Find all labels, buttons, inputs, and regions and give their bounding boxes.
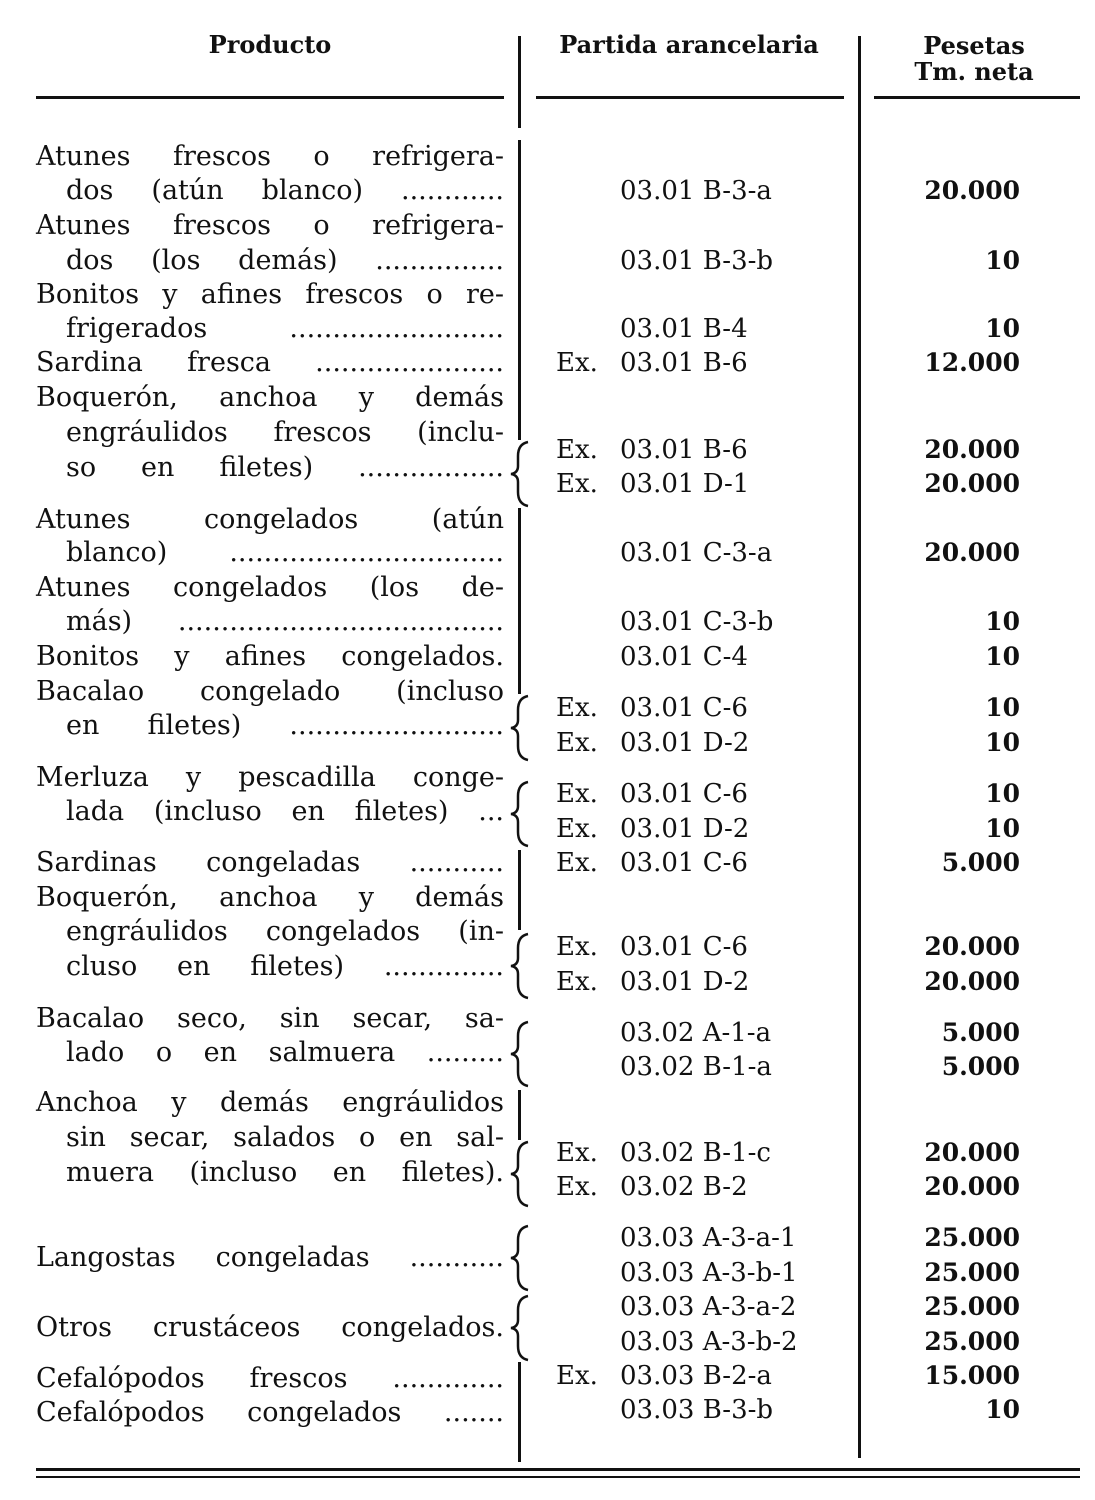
- header-partida-arancelaria: Partida arancelaria: [559, 30, 819, 59]
- tariff-code: 03.01 B-4: [620, 314, 748, 344]
- product-line: Otros crustáceos congelados.: [36, 1312, 504, 1343]
- product-line: en filetes) .........................: [66, 710, 504, 741]
- product-line: más) ......................................: [66, 606, 504, 637]
- product-line: Boquerón, anchoa y demás: [36, 382, 504, 413]
- price-value: 10: [985, 728, 1020, 757]
- price-value: 5.000: [941, 848, 1020, 877]
- tariff-code: 03.01 B-3-a: [620, 176, 772, 206]
- tariff-code: 03.01 C-6: [620, 932, 748, 962]
- ex-prefix: Ex.: [556, 728, 598, 758]
- product-line: Anchoa y demás engráulidos: [36, 1087, 504, 1118]
- product-line: Bacalao congelado (incluso: [36, 676, 504, 707]
- price-value: 5.000: [941, 1018, 1020, 1047]
- bottom-rule-top: [36, 1468, 1080, 1471]
- price-value: 10: [985, 642, 1020, 671]
- price-value: 10: [985, 1395, 1020, 1424]
- ex-prefix: Ex.: [556, 348, 598, 378]
- tariff-code: 03.02 B-2: [620, 1172, 748, 1202]
- price-value: 5.000: [941, 1052, 1020, 1081]
- product-line: cluso en filetes) ..............: [66, 951, 504, 982]
- tariff-code: 03.01 D-2: [620, 814, 750, 844]
- brace-icon: [508, 932, 536, 1000]
- price-value: 25.000: [924, 1292, 1020, 1321]
- price-value: 20.000: [924, 1138, 1020, 1167]
- product-line: engráulidos congelados (in-: [66, 916, 504, 947]
- brace-icon: [508, 1020, 536, 1088]
- tariff-code: 03.01 C-4: [620, 642, 748, 672]
- product-line: Atunes congelados (los de-: [36, 572, 504, 603]
- ex-prefix: Ex.: [556, 435, 598, 465]
- product-column-bar: [518, 508, 521, 694]
- tariff-code: 03.01 C-6: [620, 848, 748, 878]
- price-value: 20.000: [924, 469, 1020, 498]
- tariff-code: 03.01 B-6: [620, 435, 748, 465]
- brace-icon: [508, 1224, 536, 1292]
- ex-prefix: Ex.: [556, 967, 598, 997]
- product-line: Cefalópodos congelados .......: [36, 1397, 504, 1428]
- price-value: 25.000: [924, 1223, 1020, 1252]
- product-column-bar: [518, 1090, 521, 1140]
- price-value: 10: [985, 693, 1020, 722]
- tariff-code: 03.02 B-1-c: [620, 1138, 771, 1168]
- product-line: Bonitos y afines congelados.: [36, 641, 504, 672]
- ex-prefix: Ex.: [556, 848, 598, 878]
- tariff-code: 03.01 C-6: [620, 693, 748, 723]
- header-rule-partida: [536, 96, 844, 99]
- product-line: sin secar, salados o en sal-: [66, 1122, 504, 1153]
- product-line: blanco) ................................: [66, 537, 504, 568]
- header-separator-1: [518, 36, 521, 128]
- tariff-code: 03.03 A-3-a-1: [620, 1223, 797, 1253]
- product-column-bar: [518, 850, 521, 930]
- header-producto: Producto: [208, 30, 332, 59]
- product-line: Cefalópodos frescos .............: [36, 1363, 504, 1394]
- tariff-code: 03.01 C-3-a: [620, 538, 773, 568]
- ex-prefix: Ex.: [556, 693, 598, 723]
- header-rule-producto: [36, 96, 504, 99]
- product-line: lada (incluso en filetes) ...: [66, 796, 504, 827]
- tariff-code: 03.01 B-3-b: [620, 246, 774, 276]
- price-value: 10: [985, 814, 1020, 843]
- tariff-code: 03.01 D-2: [620, 728, 750, 758]
- product-column-bar: [518, 140, 521, 440]
- product-line: muera (incluso en filetes).: [66, 1157, 504, 1188]
- product-line: Atunes frescos o refrigera-: [36, 210, 504, 241]
- tariff-code: 03.01 D-1: [620, 469, 750, 499]
- header-pesetas-line2: Tm. neta: [914, 57, 1034, 86]
- price-value: 12.000: [924, 348, 1020, 377]
- product-line: Atunes congelados (atún: [36, 504, 504, 535]
- brace-icon: [508, 440, 536, 508]
- price-value: 10: [985, 314, 1020, 343]
- tariff-code: 03.03 A-3-b-1: [620, 1258, 798, 1288]
- product-line: Atunes frescos o refrigera-: [36, 141, 504, 172]
- bottom-rule-bottom: [36, 1476, 1080, 1478]
- price-value: 20.000: [924, 538, 1020, 567]
- price-value: 20.000: [924, 1172, 1020, 1201]
- price-value: 20.000: [924, 932, 1020, 961]
- ex-prefix: Ex.: [556, 779, 598, 809]
- ex-prefix: Ex.: [556, 1172, 598, 1202]
- tariff-code: 03.03 B-3-b: [620, 1395, 774, 1425]
- price-value: 20.000: [924, 176, 1020, 205]
- tariff-code: 03.03 A-3-a-2: [620, 1292, 797, 1322]
- product-line: Langostas congeladas ...........: [36, 1242, 504, 1273]
- product-line: Boquerón, anchoa y demás: [36, 882, 504, 913]
- product-line: Bacalao seco, sin secar, sa-: [36, 1003, 504, 1034]
- tariff-code: 03.01 B-6: [620, 348, 748, 378]
- ex-prefix: Ex.: [556, 814, 598, 844]
- tariff-code: 03.03 A-3-b-2: [620, 1327, 798, 1357]
- product-line: so en filetes) .................: [66, 452, 504, 483]
- brace-icon: [508, 780, 536, 848]
- product-line: engráulidos frescos (inclu-: [66, 417, 504, 448]
- price-value: 15.000: [924, 1361, 1020, 1390]
- price-value: 10: [985, 779, 1020, 808]
- price-value: 20.000: [924, 435, 1020, 464]
- product-line: Sardina fresca ......................: [36, 347, 504, 378]
- product-line: Sardinas congeladas ...........: [36, 847, 504, 878]
- header-pesetas-line1: Pesetas: [923, 31, 1025, 60]
- tariff-code: 03.03 B-2-a: [620, 1361, 772, 1391]
- tariff-code: 03.01 D-2: [620, 967, 750, 997]
- price-value: 20.000: [924, 967, 1020, 996]
- price-value: 25.000: [924, 1327, 1020, 1356]
- column-separator-2: [858, 128, 861, 1458]
- header-rule-pesetas: [874, 96, 1080, 99]
- tariff-code: 03.02 A-1-a: [620, 1018, 772, 1048]
- price-value: 10: [985, 246, 1020, 275]
- product-line: lado o en salmuera .........: [66, 1037, 504, 1068]
- product-line: Bonitos y afines frescos o re-: [36, 279, 504, 310]
- brace-icon: [508, 1140, 536, 1208]
- ex-prefix: Ex.: [556, 469, 598, 499]
- tariff-code: 03.01 C-6: [620, 779, 748, 809]
- product-line: Merluza y pescadilla conge-: [36, 762, 504, 793]
- price-value: 25.000: [924, 1258, 1020, 1287]
- price-value: 10: [985, 607, 1020, 636]
- brace-icon: [508, 1294, 536, 1362]
- product-line: frigerados .........................: [66, 313, 504, 344]
- brace-icon: [508, 694, 536, 762]
- ex-prefix: Ex.: [556, 1361, 598, 1391]
- product-line: dos (los demás) ...............: [66, 245, 504, 276]
- product-line: dos (atún blanco) ............: [66, 175, 504, 206]
- header-pesetas: [874, 33, 1074, 85]
- tariff-code: 03.01 C-3-b: [620, 607, 774, 637]
- ex-prefix: Ex.: [556, 932, 598, 962]
- ex-prefix: Ex.: [556, 1138, 598, 1168]
- product-column-bar: [518, 1362, 521, 1462]
- tariff-code: 03.02 B-1-a: [620, 1052, 772, 1082]
- header-separator-2: [858, 36, 861, 128]
